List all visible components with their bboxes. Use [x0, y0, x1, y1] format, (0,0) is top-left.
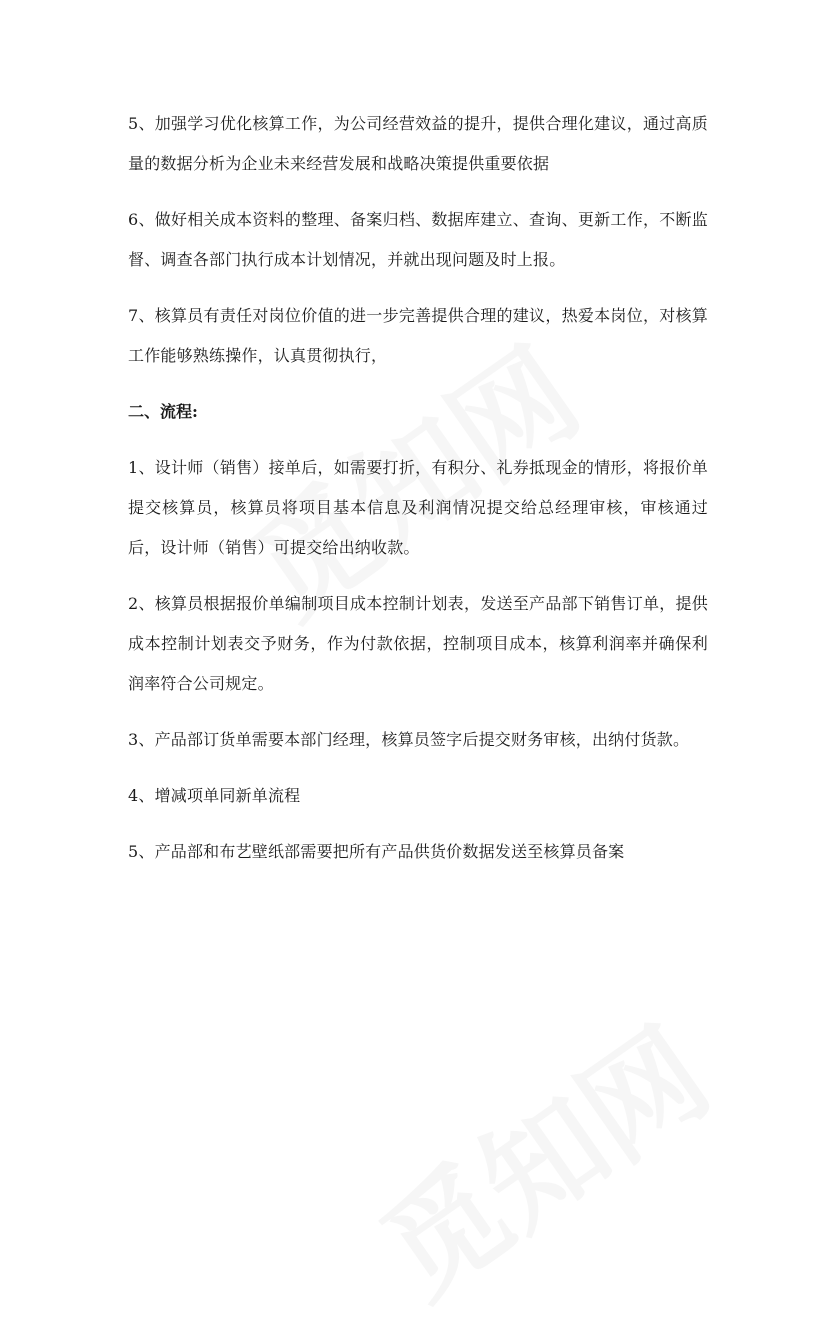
document-body — [128, 104, 708, 888]
paragraph-item-6: 6、做好相关成本资料的整理、备案归档、数据库建立、查询、更新工作，不断监督、调查各部门执行成本计划情况，并就出现问题及时上报。 — [128, 210, 708, 269]
watermark-bottom — [343, 982, 737, 1329]
paragraph-item-5: 5、加强学习优化核算工作，为公司经营效益的提升，提供合理化建议，通过高质量的数据分析为企业未来经营发展和战略决策提供重要依据 — [128, 114, 708, 173]
process-step-1: 1、设计师（销售）接单后，如需要打折，有积分、礼券抵现金的情形，将报价单提交核算员，核算员将项目基本信息及利润情况提交给总经理审核，审核通过后，设计师（销售）可提交给出纳收款。 — [128, 458, 708, 557]
process-step-3: 3、产品部订货单需要本部门经理，核算员签字后提交财务审核，出纳付货款。 — [128, 730, 690, 749]
process-step-5: 5、产品部和布艺壁纸部需要把所有产品供货价数据发送至核算员备案 — [128, 842, 625, 861]
process-step-4: 4、增减项单同新单流程 — [128, 786, 301, 805]
paragraph-item-7: 7、核算员有责任对岗位价值的进一步完善提供合理的建议，热爱本岗位，对核算工作能够熟练操作，认真贯彻执行， — [128, 306, 708, 365]
process-step-2: 2、核算员根据报价单编制项目成本控制计划表，发送至产品部下销售订单，提供成本控制计划表交予财务，作为付款依据，控制项目成本，核算利润率并确保利润率符合公司规定。 — [128, 594, 708, 693]
section-heading-process: 二、流程: — [128, 402, 198, 421]
